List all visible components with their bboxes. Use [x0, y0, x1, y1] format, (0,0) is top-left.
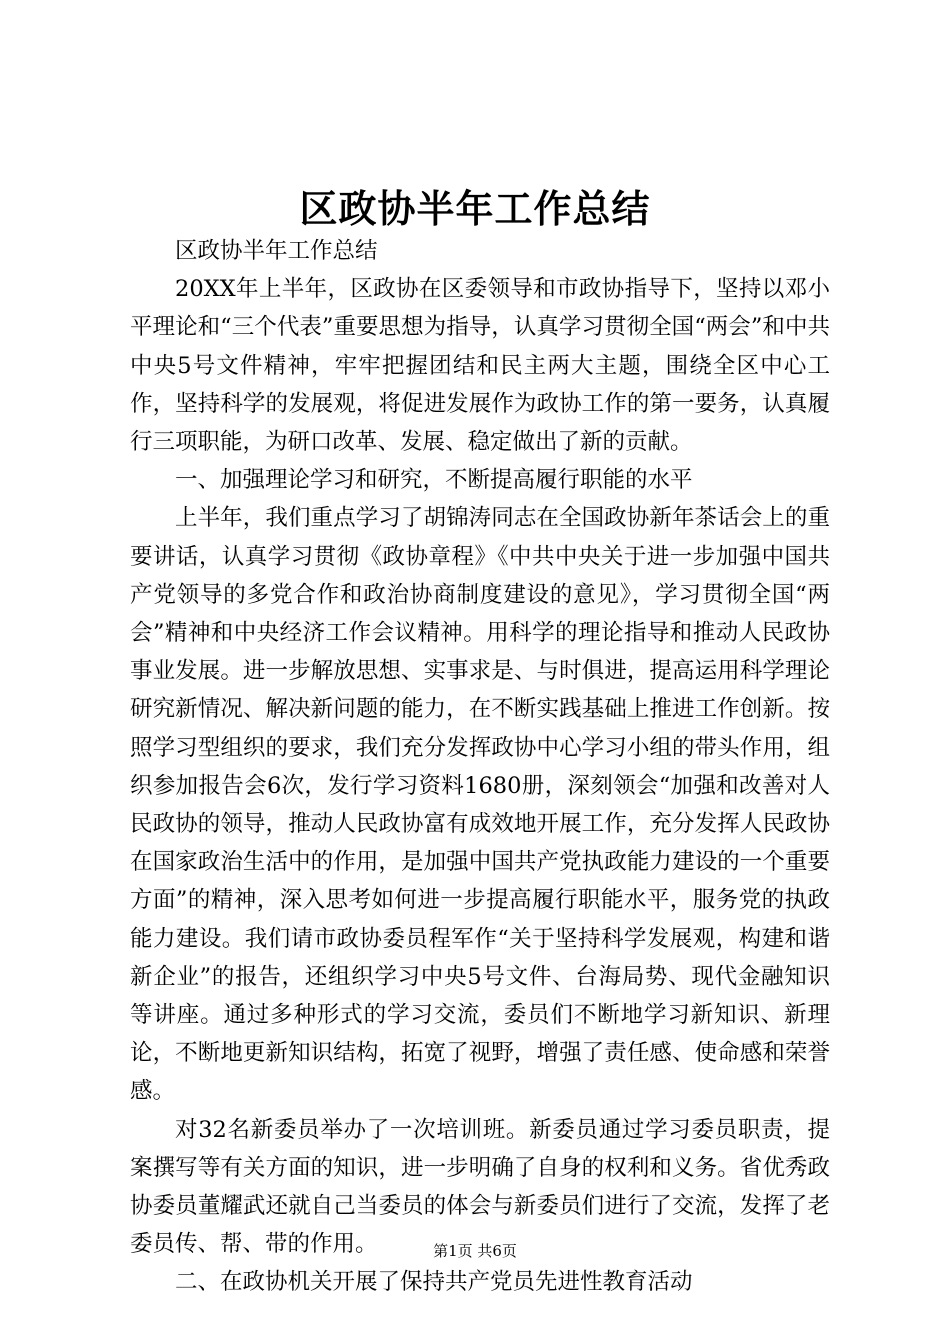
section-heading-1: 一、加强理论学习和研究，不断提高履行职能的水平 — [175, 467, 693, 494]
paragraph-study: 上半年，我们重点学习了胡锦涛同志在全国政协新年茶话会上的重要讲话，认真学习贯彻《政协章程》《中共中央关于进一步加强中国共产党领导的多党合作和政治协商制度建设的意见》，学习贯彻全国“两会”精神和中央经济工作会议精神。用科学的理论指导和推动人民政协事业发展。进一步解放思想、实事求是、与时俱进，提高运用科学理论研究新情况、解决新问题的能力，在不断实践基础上推进工作创新。按照学习型组织的要求，我们充分发挥政协中心学习小组的带头作用，组织参加报告会6次，发行学习资料1680册，深刻领会“加强和改善对人民政协的领导，推动人民政协富有成效地开展工作，充分发挥人民政协在国家政治生活中的作用，是加强中国共产党执政能力建设的一个重要方面”的精神，深入思考如何进一步提高履行职能水平，服务党的执政能力建设。我们请市政协委员程军作“关于坚持科学发展观，构建和谐新企业”的报告，还组织学习中央5号文件、台海局势、现代金融知识等讲座。通过多种形式的学习交流，委员们不断地学习新知识、新理论，不断地更新知识结构，拓宽了视野，增强了责任感、使命感和荣誉感。 — [130, 505, 830, 1105]
paragraph-subtitle: 区政协半年工作总结 — [175, 238, 378, 264]
page-number-footer: 第1页 共6页 — [433, 1242, 517, 1260]
section-heading-2: 二、在政协机关开展了保持共产党员先进性教育活动 — [175, 1269, 693, 1296]
paragraph-intro: 20XX年上半年，区政协在区委领导和市政协指导下，坚持以邓小平理论和“三个代表”重要思想为指导，认真学习贯彻全国“两会”和中共中央5号文件精神，牢牢把握团结和民主两大主题，围绕全区中心工作，坚持科学的发展观，将促进发展作为政协工作的第一要务，认真履行三项职能，为研口改革、发展、稳定做出了新的贡献。 — [130, 276, 830, 456]
document-body — [130, 232, 830, 1302]
paragraph-training: 对32名新委员举办了一次培训班。新委员通过学习委员职责，提案撰写等有关方面的知识，进一步明确了自身的权利和义务。省优秀政协委员董耀武还就自己当委员的体会与新委员们进行了交流，发挥了老委员传、帮、带的作用。 — [130, 1116, 830, 1258]
document-title: 区政协半年工作总结 — [299, 186, 651, 231]
